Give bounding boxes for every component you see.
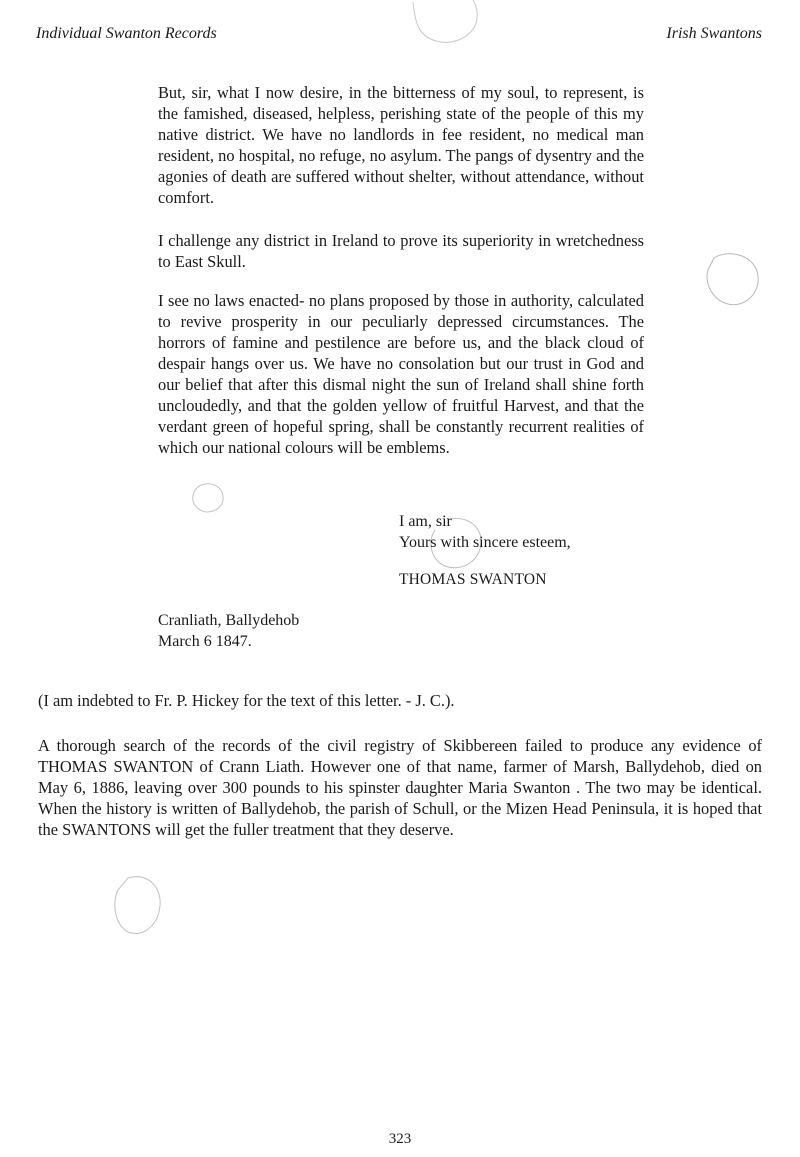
- paper-stain-middle: [188, 478, 228, 518]
- letter-paragraph-2: I challenge any district in Ireland to prove its superiority in wretchedness to East Skull.: [158, 231, 644, 271]
- paper-stain-right: [700, 248, 770, 318]
- attribution-note: (I am indebted to Fr. P. Hickey for the text of this letter. - J. C.).: [38, 691, 455, 710]
- running-header-left: Individual Swanton Records: [36, 25, 217, 42]
- page-number: 323: [388, 1131, 412, 1147]
- letter-place: Cranliath, Ballydehob: [158, 612, 300, 629]
- paper-stain-top: [405, 0, 485, 50]
- running-header-right: Irish Swantons: [666, 25, 762, 42]
- letter-closing-salutation: I am, sir: [399, 513, 452, 530]
- letter-paragraph-1: But, sir, what I now desire, in the bitterness of my soul, to represent, is the famished, diseased, helpless, perishing state of the people of this my native district. We have no landlords in fee resident, no medical man resident, no hospital, no refuge, no asylum. The pangs of dysentry and the agonies of death are suffered without shelter, without attendance, without comfort.: [158, 83, 644, 207]
- letter-closing-esteem: Yours with sincere esteem,: [399, 534, 571, 551]
- summary-paragraph: A thorough search of the records of the civil registry of Skibbereen failed to produce any evidence of THOMAS SWANTON of Crann Liath. However one of that name, farmer of Marsh, Ballydehob, died on May 6, 1886, leaving over 300 pounds to his spinster daughter Maria Swanton . The two may be identical. When the history is written of Ballydehob, the parish of Schull, or the Mizen Head Peninsula, it is hoped that the SWANTONS will get the fuller treatment that they deserve.: [38, 736, 762, 839]
- letter-signature: THOMAS SWANTON: [399, 571, 547, 588]
- letter-date: March 6 1847.: [158, 633, 252, 650]
- paper-stain-bottom: [110, 872, 170, 942]
- letter-paragraph-3: I see no laws enacted- no plans proposed by those in authority, calculated to revive prosperity in our peculiarly depressed circumstances. The horrors of famine and pestilence are before us, and the black cloud of despair hangs over us. We have no consolation but our trust in God and our belief that after this dismal night the sun of Ireland shall shine forth uncloudedly, and that the golden yellow of fruitful Harvest, and that the verdant green of hopeful spring, shall be constantly recurrent realities of which our national colours will be emblems.: [158, 291, 644, 457]
